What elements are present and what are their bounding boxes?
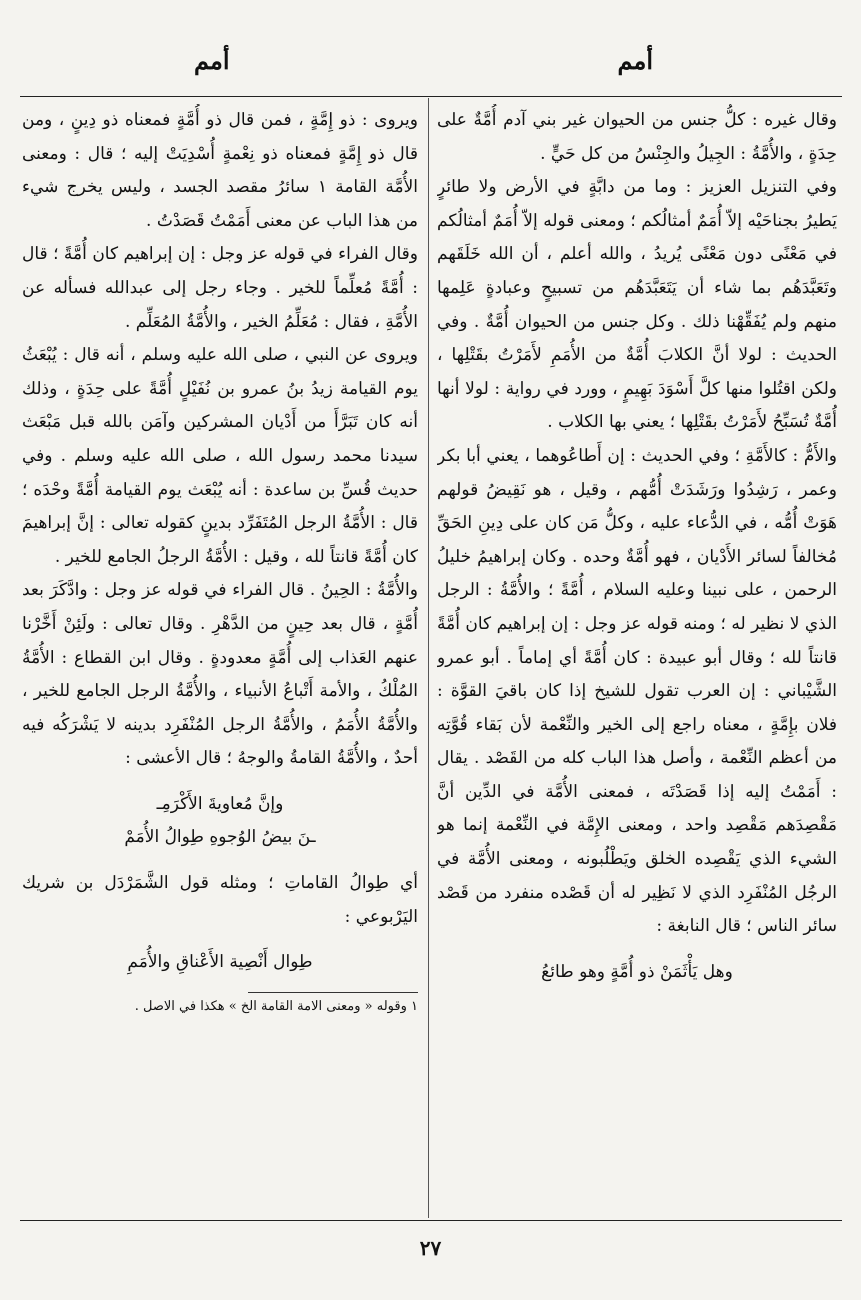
poem-verse [22,788,418,855]
paragraph: والأَمُّ : كالأَمَّةِ ؛ وفي الحديث : إن أَطاعُوهما ، يعني أبا بكر وعمر ، رَشِدُوا ورَشَدَتْ أُمُّهم ، وقيل ، هو نَقِيضُ قولهم هَوَتْ أُمُّه ، في الدُّعاء عليه ، وكلُّ مَن كان على دِينِ الحَقِّ مُخالفاً لسائر الأَدْيان ، فهو أُمَّةٌ وحده . وكان إبراهيمُ خليلُ الرحمن ، على نبينا وعليه السلام ، أُمَّةً ؛ والأُمَّةُ : الرجل الذي لا نظير له ؛ ومنه قوله عز وجل : إن إبراهيم كان أُمَّةً قانتاً لله ؛ وقال أبو عبيدة : كان أُمَّةً أي إماماً . أبو عمرو الشَّيْباني : إن العرب تقول للشيخ إذا كان باقيَ القوَّة : فلان بإِمَّةٍ ، معناه راجع إلى الخير والنِّعْمة لأن بَقاء قُوَّتِه من أعظم النِّعْمة ، وأصل هذا الباب كله من القَصْد . يقال : أَمَمْتُ إليه إذا قَصَدْتَه ، فمعنى الأُمَّة في الدِّين أنَّ مَقْصِدَهم مَقْصِد واحد ، ومعنى الإِمَّة في النِّعْمة إنما هو الشيء الذي يَقْصِده الخلق ويَطْلُبونه ، ومعنى الأُمَّة في الرجُل المُنْفَرِد الذي لا نَظِير له أن قَصْده منفرد من قَصْد سائر الناس ؛ قال النابغة : [437,445,837,937]
page-number: ٢٧ [419,1236,442,1260]
running-head-right: أمم [617,46,653,75]
paragraph: أي طِوالُ القاماتِ ؛ ومثله قول الشَّمَرْدَل بن شريك اليَرْبوعي : [22,873,418,927]
paragraph: وفي التنزيل العزيز : وما من دابَّةٍ في الأرض ولا طائرٍ يَطيرُ بجناحَيْه إلاّ أُمَمٌ أمثالُكم ؛ ومعنى قوله إلاّ أُمَمٌ أمثالُكم في مَعْنًى دون مَعْنًى يُريدُ ، والله أعلم ، أن الله خَلَقَهم وتَعَبَّدَهُم بما شاء أن يَتَعَبَّدَهُم من تسبيحٍ وعبادةٍ عَلِمها منهم ولم يُفَقِّهْنا ذلك . وكل جنس من الحيوان أُمَّةٌ . وفي الحديث : لولا أنَّ الكلابَ أُمَّةٌ من الأُمَمِ لأَمَرْتُ بقَتْلِها ، ولكن اقتُلوا منها كلَّ أَسْوَدَ بَهِيمٍ ، وورد في رواية : لولا أنها أُمَّةٌ تُسَبِّحُ لأَمَرْتُ بقَتْلِها ؛ يعني بها الكلاب . [437,177,837,433]
running-head-left: أمم [194,46,230,75]
paragraph: وقال غيره : كلُّ جنس من الحيوان غير بني آدم أُمَّةٌ على حِدَةٍ ، والأُمَّةُ : الجِيلُ والجِنْسُ من كل حَيٍّ . [437,110,837,164]
paragraph: والأُمَّةُ : الحِينُ . قال الفراء في قوله عز وجل : وادَّكَرَ بعد أُمَّةٍ ، قال بعد حِينٍ من الدَّهْرِ . وقال تعالى : ولَئِنْ أَخَّرْنا عنهم العَذاب إلى أُمَّةٍ معدودةٍ . وقال ابن القطاع : الأُمَّةُ المُلْكُ ، والأمة أَتْباعُ الأنبياء ، والأُمَّةُ الرجل الجامع للخير ، والأُمَّةُ الأُمَمُ ، والأُمَّةُ الرجل المُنْفَرِد بدينه لا يَشْرَكُه فيه أحدٌ ، والأُمَّةُ القامةُ والوجهُ ؛ قال الأعشى : [22,580,418,769]
right-column [437,104,837,1212]
verse-line: ـنَ بيضُ الوُجوهِ طِوالُ الأُمَمْ [124,827,316,848]
column-divider [428,98,429,1218]
paragraph: ويروى عن النبي ، صلى الله عليه وسلم ، أنه قال : يُبْعَثُ يوم القيامة زيدُ بنُ عمرو بن نُفَيْلٍ أُمَّةً على حِدَةٍ ، وذلك أنه كان تَبَرَّأَ من أَدْيان المشركين وآمَن بالله قبل مَبْعَث سيدنا محمد رسول الله ، صلى الله عليه وسلم . وفي حديث قُسِّ بن ساعدة : أنه يُبْعَث يوم القيامة أُمَّةً وحْدَه ؛ قال : الأُمَّةُ الرجل المُتَفَرِّد بدينٍ كقوله تعالى : إنَّ إبراهيمَ كان أُمَّةً قانتاً لله ، وقيل : الأُمَّةُ الرجلُ الجامع للخير . [22,345,418,567]
left-column [22,104,418,1212]
footer-rule [20,1220,842,1221]
header-rule [20,96,842,97]
footnote-rule [248,992,418,993]
poem-verse [22,946,418,980]
verse-line: وهل يَأْثَمَنْ ذو أُمَّةٍ وهو طائعُ [541,961,733,982]
footnote: ١ وقوله « ومعنى الامة القامة الخ » هكذا في الاصل . [134,998,418,1014]
verse-line: طِوال أَنْصِية الأَعْناقِ والأُمَمِ [127,952,313,973]
paragraph: ويروى : ذو إِمَّةٍ ، فمن قال ذو أُمَّةٍ فمعناه ذو دِينٍ ، ومن قال ذو إِمَّةٍ فمعناه ذو نِعْمةٍ أُسْدِيَتْ إليه ؛ قال : ومعنى الأُمَّة القامة ١ سائرُ مقصد الجسد ، وليس يخرج شيء من هذا الباب عن معنى أَمَمْتُ قَصَدْتُ . [22,110,418,231]
poem-verse [437,956,837,990]
paragraph: وقال الفراء في قوله عز وجل : إن إبراهيم كان أُمَّةً ؛ قال : أُمَّةً مُعلِّماً للخير . وجاء رجل إلى عبدالله فسأله عن الأُمَّةِ ، فقال : مُعَلِّمُ الخير ، والأُمَّةُ المُعَلِّم . [22,244,418,332]
verse-line: وإنَّ مُعاويةَ الأَكْرَمِـ [156,793,284,814]
